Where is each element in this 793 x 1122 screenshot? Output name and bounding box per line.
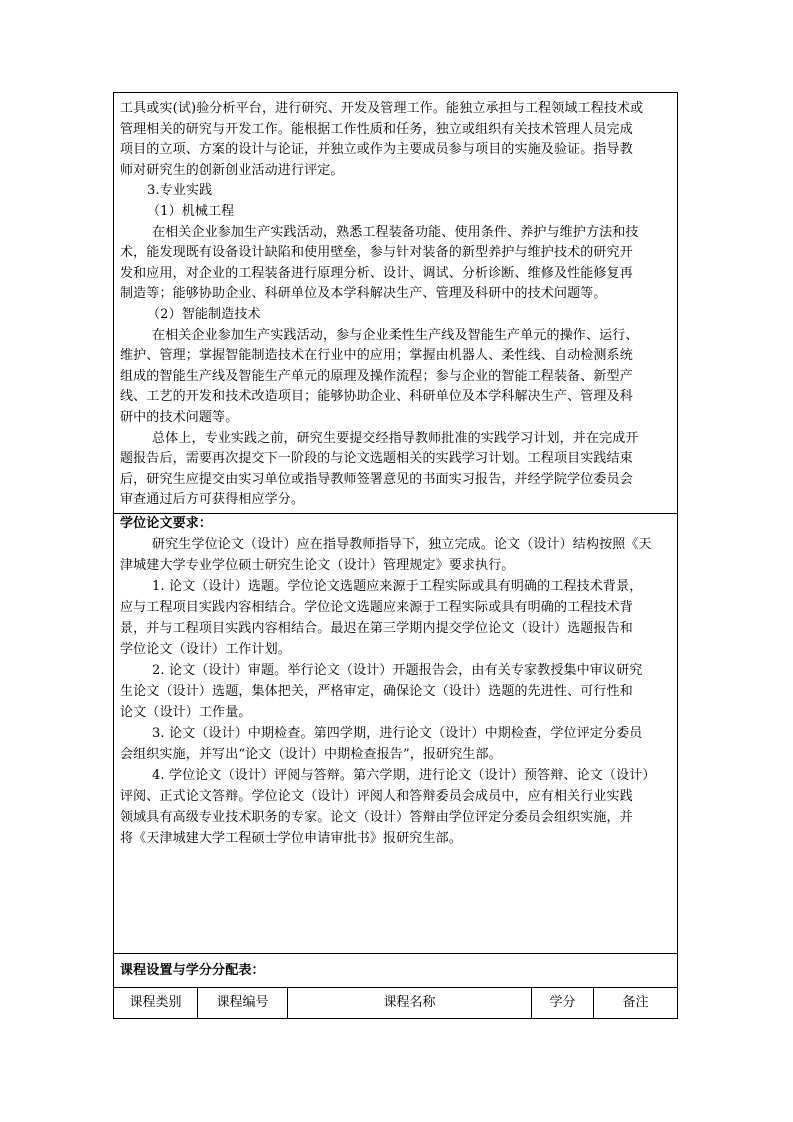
text-line: 4. 学位论文（设计）评阅与答辩。第六学期，进行论文（设计）预答辩、论文（设计） — [152, 768, 656, 783]
text-line: 研究生学位论文（设计）应在指导教师指导下，独立完成。论文（设计）结构按照《天 — [152, 537, 652, 552]
subheading: （1）机械工程 — [147, 204, 235, 219]
text-line: 会组织实施，并写出“论文（设计）中期检查报告”，报研究生部。 — [120, 747, 502, 762]
text-line: 3. 论文（设计）中期检查。第四学期，进行论文（设计）中期检查，学位评定分委员 — [152, 726, 643, 741]
text-line: 题报告后，需要再次提交下一阶段的与论文选题相关的实践学习计划。工程项目实践结束 — [120, 451, 633, 467]
text-line: 师对研究生的创新创业活动进行评定。 — [120, 162, 344, 178]
column-header-category: 课程类别 — [114, 988, 198, 1018]
subheading: （2）智能制造技术 — [147, 307, 261, 322]
course-table-header-row — [114, 988, 677, 1018]
text-line: 项目的立项、方案的设计与论证，并独立或作为主要成员参与项目的实施及验证。指导教 — [120, 142, 633, 158]
column-header-code: 课程编号 — [198, 988, 288, 1018]
subheading: 3.专业实践 — [147, 183, 213, 199]
text-line: 研中的技术问题等。 — [120, 410, 239, 425]
text-line: 评阅、正式论文答辩。学位论文（设计）评阅人和答辩委员会成员中，应有相关行业实践 — [120, 789, 633, 804]
text-line: 后，研究生应提交由实习单位或指导教师签署意见的书面实习报告，并经学院学位委员会 — [120, 471, 633, 487]
text-line: 总体上，专业实践之前，研究生要提交经指导教师批准的实践学习计划，并在完成开 — [152, 430, 639, 446]
text-line: 领域具有高级专业技术职务的专家。论文（设计）答辩由学位评定分委员会组织实施，并 — [120, 810, 633, 825]
text-line: 工具或实(试)验分析平台，进行研究、开发及管理工作。能独立承担与工程领域工程技术或 — [120, 101, 644, 116]
text-line: 维护、管理；掌握智能制造技术在行业中的应用；掌握由机器人、柔性线、自动检测系统 — [120, 348, 633, 364]
section-practice — [114, 93, 677, 514]
text-line: 发和应用，对企业的工程装备进行原理分析、设计、调试、分析诊断、维修及性能修复再 — [120, 265, 633, 281]
text-line: 在相关企业参加生产实践活动，参与企业柔性生产线及智能生产单元的操作、运行、 — [152, 327, 639, 343]
section-heading: 学位论文要求： — [120, 516, 213, 531]
text-line: 在相关企业参加生产实践活动，熟悉工程装备功能、使用条件、养护与维护方法和技 — [152, 224, 639, 240]
text-line: 生论文（设计）选题，集体把关，严格审定，确保论文（设计）选题的先进性、可行性和 — [120, 684, 633, 699]
text-line: 津城建大学专业学位硕士研究生论文（设计）管理规定》要求执行。 — [120, 558, 515, 573]
text-line: 术，能发现既有设备设计缺陷和使用壁垒，参与针对装备的新型养护与维护技术的研究开 — [120, 245, 633, 261]
text-line: 管理相关的研究与开发工作。能根据工作性质和任务，独立或组织有关技术管理人员完成 — [120, 121, 633, 137]
column-header-name: 课程名称 — [288, 988, 532, 1018]
text-line: 学位论文（设计）工作计划。 — [120, 642, 291, 657]
text-line: 制造等；能够协助企业、科研单位及本学科解决生产、管理及科研中的技术问题等。 — [120, 286, 607, 302]
text-line: 1. 论文（设计）选题。学位论文选题应来源于工程实际或具有明确的工程技术背景， — [152, 579, 643, 594]
section-heading: 课程设置与学分分配表： — [120, 963, 265, 978]
text-line: 将《天津城建大学工程硕士学位申请审批书》报研究生部。 — [120, 831, 462, 846]
document-table — [113, 92, 678, 1019]
text-line: 景，并与工程项目实践内容相结合。最迟在第三学期内提交学位论文（设计）选题报告和 — [120, 621, 633, 636]
text-line: 论文（设计）工作量。 — [120, 705, 252, 720]
text-line: 2. 论文（设计）审题。举行论文（设计）开题报告会，由有关专家教授集中审议研究 — [152, 663, 643, 678]
text-line: 应与工程项目实践内容相结合。学位论文选题应来源于工程实际或具有明确的工程技术背 — [120, 600, 633, 615]
column-header-notes: 备注 — [622, 995, 649, 1010]
text-line: 组成的智能生产线及智能生产单元的原理及操作流程；参与企业的智能工程装备、新型产 — [120, 368, 633, 384]
text-line: 审查通过后方可获得相应学分。 — [120, 492, 305, 508]
section-thesis-requirements — [114, 514, 677, 954]
column-header-credits: 学分 — [532, 988, 594, 1018]
text-line: 线、工艺的开发和技术改造项目；能够协助企业、科研单位及本学科解决生产、管理及科 — [120, 389, 633, 405]
section-course-table-heading — [114, 954, 677, 988]
